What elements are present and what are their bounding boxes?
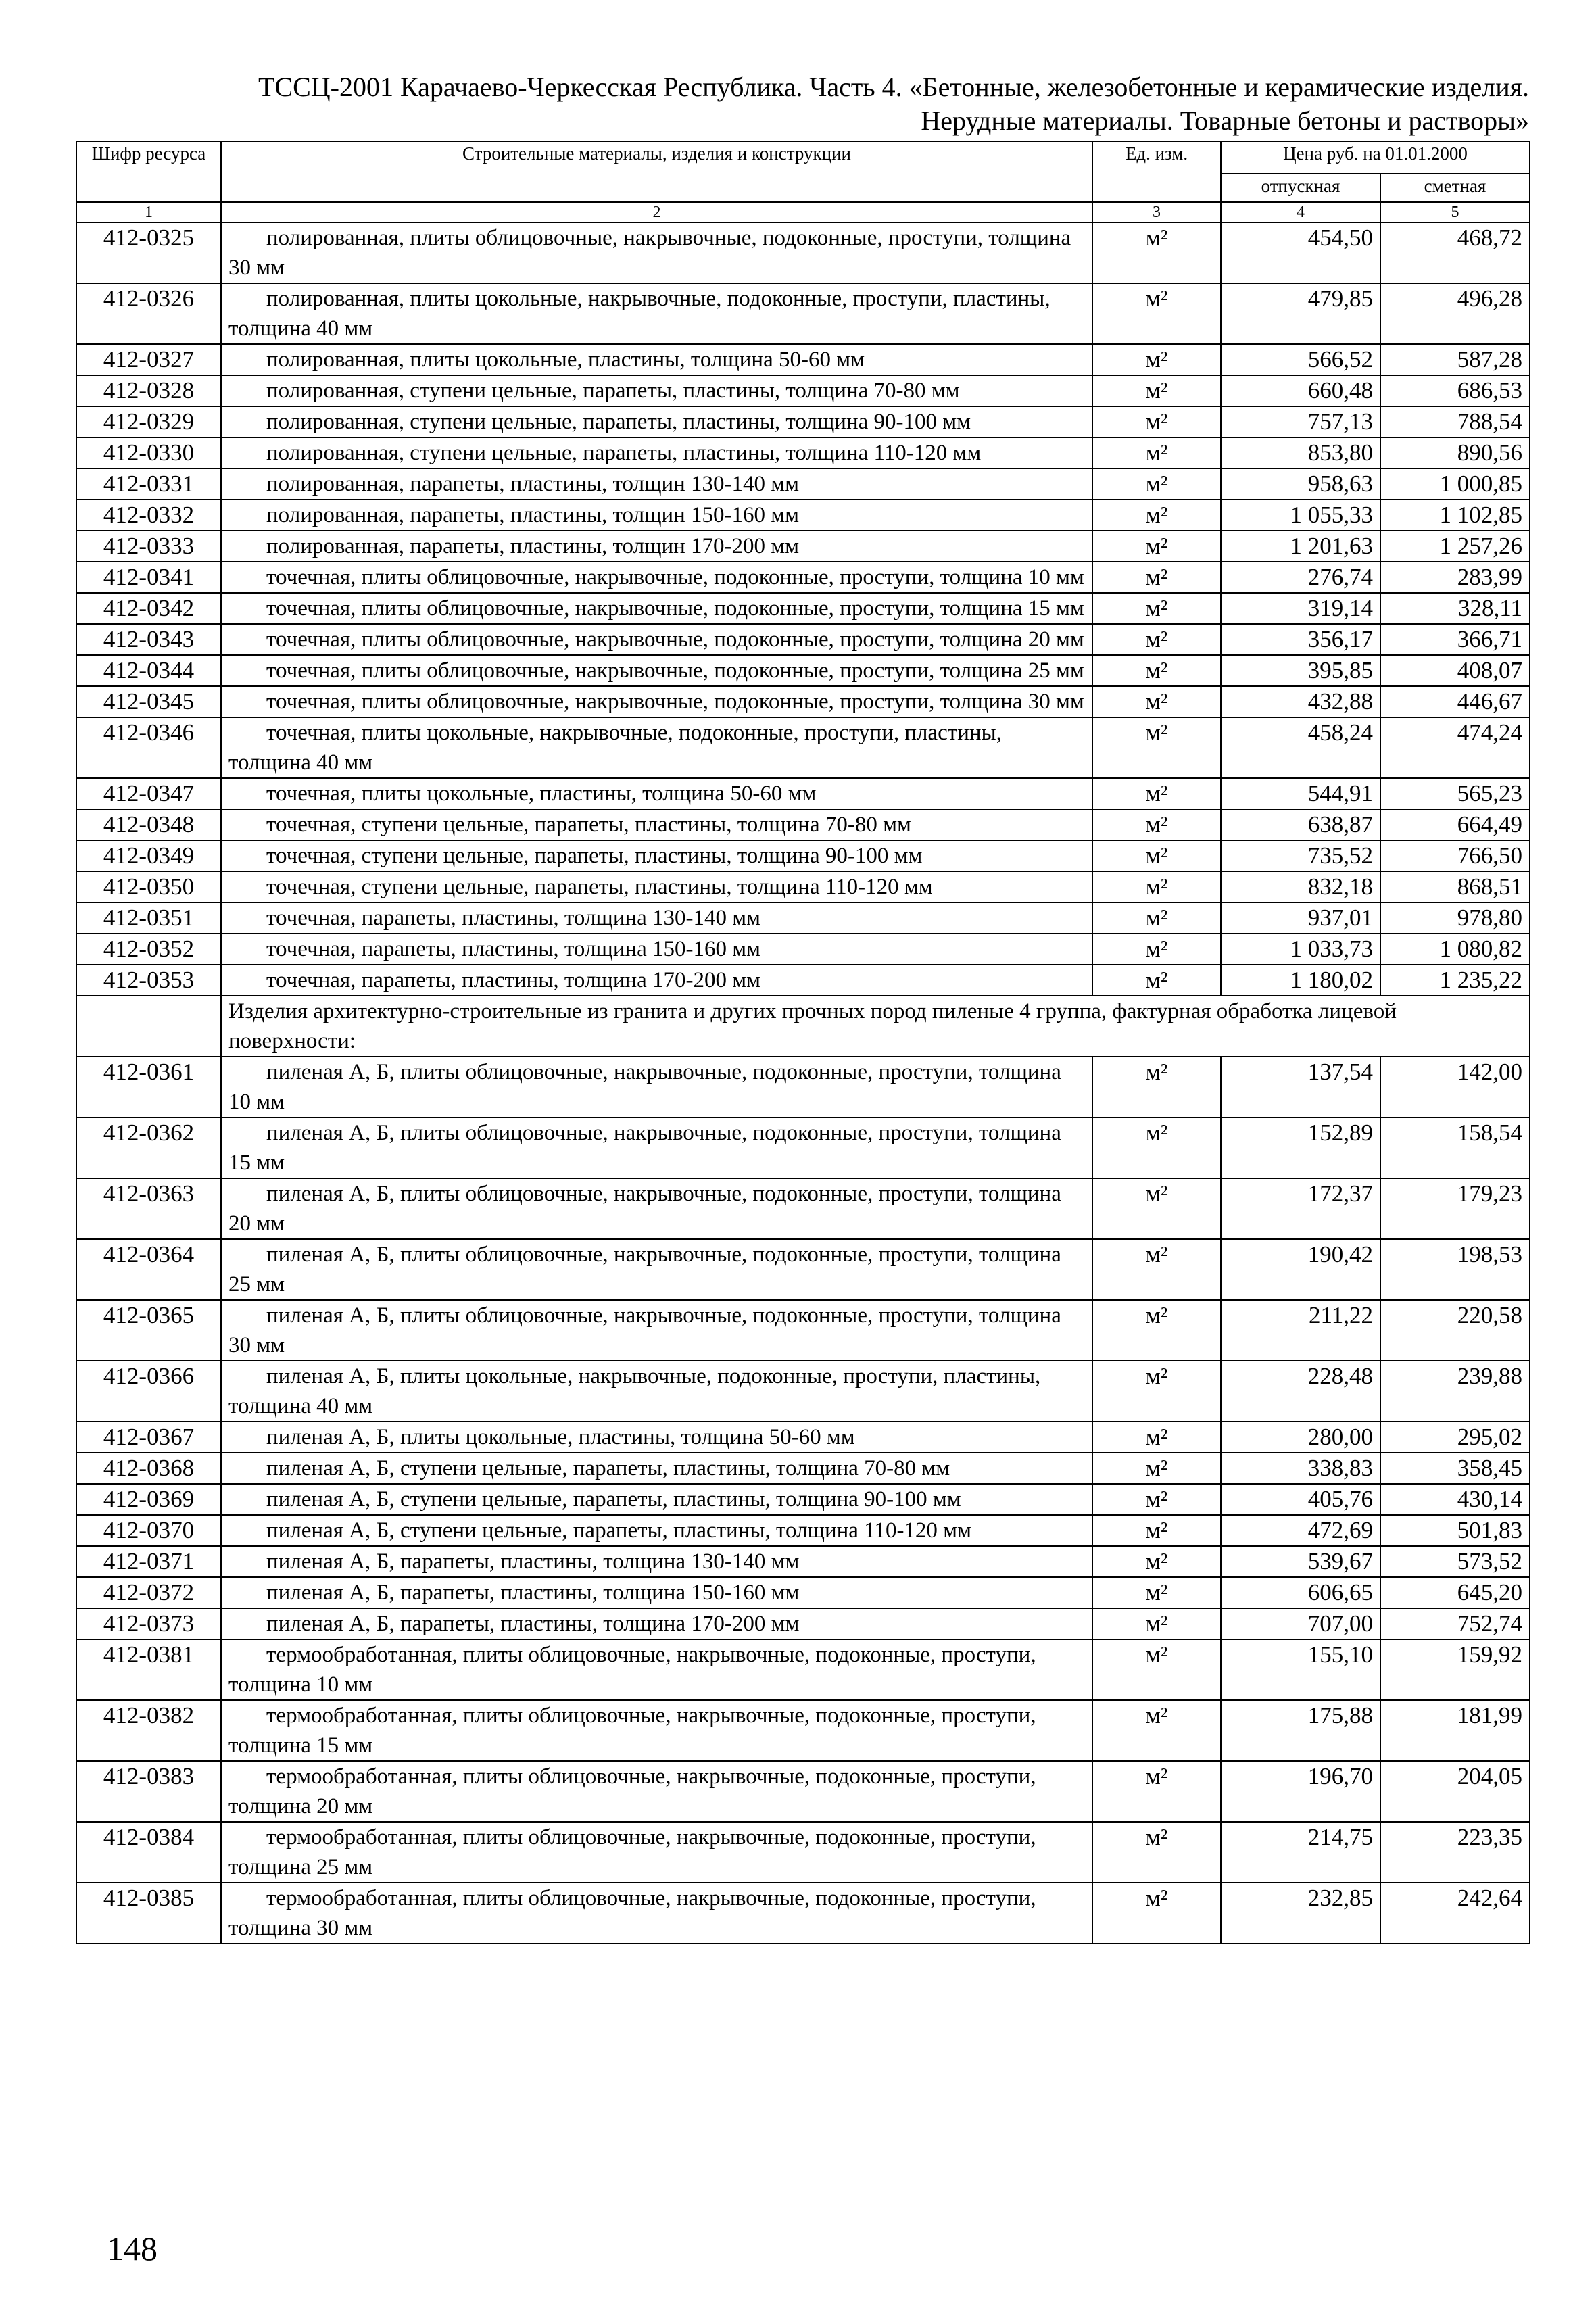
material-name: полированная, ступени цельные, парапеты, пластины, толщина 70-80 мм — [221, 375, 1092, 406]
material-name: термообработанная, плиты облицовочные, накрывочные, подоконные, проступи, толщина 15 мм — [221, 1700, 1092, 1761]
price-release: 196,70 — [1221, 1761, 1380, 1822]
price-estimate: 788,54 — [1380, 406, 1530, 437]
price-estimate: 978,80 — [1380, 902, 1530, 934]
price-release: 1 033,73 — [1221, 934, 1380, 965]
price-release: 832,18 — [1221, 871, 1380, 902]
price-table — [76, 141, 1530, 1944]
table-row — [76, 531, 1530, 562]
unit-cell: м² — [1092, 624, 1221, 655]
unit-cell: м² — [1092, 1608, 1221, 1639]
table-row — [76, 500, 1530, 531]
header-price-release: отпускная — [1221, 174, 1380, 202]
price-release: 1 180,02 — [1221, 965, 1380, 996]
unit-cell: м² — [1092, 1639, 1221, 1700]
resource-code: 412-0332 — [76, 500, 221, 531]
price-estimate: 1 102,85 — [1380, 500, 1530, 531]
material-name: точечная, плиты облицовочные, накрывочные, подоконные, проступи, толщина 10 мм — [221, 562, 1092, 593]
material-name: термообработанная, плиты облицовочные, накрывочные, подоконные, проступи, толщина 20 мм — [221, 1761, 1092, 1822]
resource-code: 412-0348 — [76, 809, 221, 840]
material-name: полированная, плиты облицовочные, накрывочные, подоконные, проступи, толщина 30 мм — [221, 222, 1092, 283]
table-row — [76, 375, 1530, 406]
unit-cell: м² — [1092, 1822, 1221, 1883]
price-estimate: 159,92 — [1380, 1639, 1530, 1700]
unit-cell: м² — [1092, 1577, 1221, 1608]
resource-code: 412-0326 — [76, 283, 221, 344]
material-name: пиленая А, Б, плиты облицовочные, накрывочные, подоконные, проступи, толщина 30 мм — [221, 1300, 1092, 1361]
unit-cell: м² — [1092, 655, 1221, 686]
resource-code: 412-0325 — [76, 222, 221, 283]
price-release: 276,74 — [1221, 562, 1380, 593]
table-row — [76, 1057, 1530, 1117]
table-row — [76, 624, 1530, 655]
material-name: точечная, ступени цельные, парапеты, пластины, толщина 90-100 мм — [221, 840, 1092, 871]
resource-code: 412-0382 — [76, 1700, 221, 1761]
price-estimate: 496,28 — [1380, 283, 1530, 344]
table-row — [76, 778, 1530, 809]
resource-code: 412-0369 — [76, 1484, 221, 1515]
price-release: 172,37 — [1221, 1178, 1380, 1239]
unit-cell: м² — [1092, 562, 1221, 593]
table-row — [76, 902, 1530, 934]
unit-cell: м² — [1092, 965, 1221, 996]
price-estimate: 645,20 — [1380, 1577, 1530, 1608]
header-price-estimate: сметная — [1380, 174, 1530, 202]
unit-cell: м² — [1092, 1883, 1221, 1944]
material-name: пиленая А, Б, плиты облицовочные, накрывочные, подоконные, проступи, толщина 10 мм — [221, 1057, 1092, 1117]
material-name: полированная, плиты цокольные, накрывочные, подоконные, проступи, пластины, толщина 40 мм — [221, 283, 1092, 344]
unit-cell: м² — [1092, 871, 1221, 902]
unit-cell: м² — [1092, 1484, 1221, 1515]
material-name: пиленая А, Б, плиты облицовочные, накрывочные, подоконные, проступи, толщина 25 мм — [221, 1239, 1092, 1300]
price-estimate: 1 235,22 — [1380, 965, 1530, 996]
price-estimate: 766,50 — [1380, 840, 1530, 871]
unit-cell: м² — [1092, 840, 1221, 871]
unit-cell: м² — [1092, 1515, 1221, 1546]
price-release: 395,85 — [1221, 655, 1380, 686]
document-title-line-2: Нерудные материалы. Товарные бетоны и растворы» — [921, 105, 1529, 136]
price-release: 958,63 — [1221, 468, 1380, 500]
resource-code: 412-0328 — [76, 375, 221, 406]
unit-cell: м² — [1092, 934, 1221, 965]
unit-cell: м² — [1092, 593, 1221, 624]
price-release: 707,00 — [1221, 1608, 1380, 1639]
column-number: 2 — [221, 202, 1092, 222]
unit-cell: м² — [1092, 778, 1221, 809]
material-name: пиленая А, Б, ступени цельные, парапеты, пластины, толщина 90-100 мм — [221, 1484, 1092, 1515]
price-estimate: 198,53 — [1380, 1239, 1530, 1300]
material-name: пиленая А, Б, ступени цельные, парапеты, пластины, толщина 110-120 мм — [221, 1515, 1092, 1546]
material-name: пиленая А, Б, ступени цельные, парапеты, пластины, толщина 70-80 мм — [221, 1453, 1092, 1484]
material-name: пиленая А, Б, парапеты, пластины, толщина 150-160 мм — [221, 1577, 1092, 1608]
table-row — [76, 809, 1530, 840]
resource-code: 412-0330 — [76, 437, 221, 468]
table-row — [76, 686, 1530, 717]
table-row — [76, 1361, 1530, 1422]
material-name: полированная, ступени цельные, парапеты, пластины, толщина 90-100 мм — [221, 406, 1092, 437]
unit-cell: м² — [1092, 1546, 1221, 1577]
price-estimate: 204,05 — [1380, 1761, 1530, 1822]
price-estimate: 181,99 — [1380, 1700, 1530, 1761]
header-price-group: Цена руб. на 01.01.2000 — [1221, 141, 1530, 174]
unit-cell: м² — [1092, 531, 1221, 562]
material-name: точечная, плиты облицовочные, накрывочные, подоконные, проступи, толщина 20 мм — [221, 624, 1092, 655]
price-release: 432,88 — [1221, 686, 1380, 717]
table-row — [76, 1761, 1530, 1822]
resource-code: 412-0343 — [76, 624, 221, 655]
resource-code: 412-0368 — [76, 1453, 221, 1484]
material-name: точечная, плиты облицовочные, накрывочные, подоконные, проступи, толщина 15 мм — [221, 593, 1092, 624]
price-release: 539,67 — [1221, 1546, 1380, 1577]
resource-code: 412-0331 — [76, 468, 221, 500]
material-name: термообработанная, плиты облицовочные, накрывочные, подоконные, проступи, толщина 10 мм — [221, 1639, 1092, 1700]
resource-code: 412-0385 — [76, 1883, 221, 1944]
resource-code: 412-0373 — [76, 1608, 221, 1639]
column-number: 4 — [1221, 202, 1380, 222]
price-release: 937,01 — [1221, 902, 1380, 934]
table-row — [76, 965, 1530, 996]
price-release: 137,54 — [1221, 1057, 1380, 1117]
price-release: 319,14 — [1221, 593, 1380, 624]
unit-cell: м² — [1092, 283, 1221, 344]
price-estimate: 283,99 — [1380, 562, 1530, 593]
price-release: 638,87 — [1221, 809, 1380, 840]
resource-code: 412-0341 — [76, 562, 221, 593]
price-release: 454,50 — [1221, 222, 1380, 283]
column-number: 1 — [76, 202, 221, 222]
resource-code: 412-0364 — [76, 1239, 221, 1300]
price-estimate: 686,53 — [1380, 375, 1530, 406]
price-release: 472,69 — [1221, 1515, 1380, 1546]
unit-cell: м² — [1092, 717, 1221, 778]
table-row — [76, 1453, 1530, 1484]
unit-cell: м² — [1092, 1300, 1221, 1361]
resource-code: 412-0347 — [76, 778, 221, 809]
resource-code: 412-0351 — [76, 902, 221, 934]
resource-code: 412-0367 — [76, 1422, 221, 1453]
column-numbers-row — [76, 202, 1530, 222]
price-release: 853,80 — [1221, 437, 1380, 468]
price-estimate: 179,23 — [1380, 1178, 1530, 1239]
unit-cell: м² — [1092, 500, 1221, 531]
table-row — [76, 1700, 1530, 1761]
price-release: 152,89 — [1221, 1117, 1380, 1178]
resource-code: 412-0366 — [76, 1361, 221, 1422]
price-release: 1 055,33 — [1221, 500, 1380, 531]
resource-code: 412-0327 — [76, 344, 221, 375]
price-estimate: 358,45 — [1380, 1453, 1530, 1484]
unit-cell: м² — [1092, 375, 1221, 406]
unit-cell: м² — [1092, 1361, 1221, 1422]
unit-cell: м² — [1092, 222, 1221, 283]
price-estimate: 664,49 — [1380, 809, 1530, 840]
price-estimate: 474,24 — [1380, 717, 1530, 778]
resource-code: 412-0349 — [76, 840, 221, 871]
price-estimate: 220,58 — [1380, 1300, 1530, 1361]
table-row — [76, 1608, 1530, 1639]
material-name: точечная, плиты облицовочные, накрывочные, подоконные, проступи, толщина 30 мм — [221, 686, 1092, 717]
table-row — [76, 1577, 1530, 1608]
unit-cell: м² — [1092, 1700, 1221, 1761]
table-row — [76, 468, 1530, 500]
price-estimate: 868,51 — [1380, 871, 1530, 902]
price-release: 211,22 — [1221, 1300, 1380, 1361]
material-name: точечная, плиты цокольные, накрывочные, подоконные, проступи, пластины, толщина 40 мм — [221, 717, 1092, 778]
unit-cell: м² — [1092, 809, 1221, 840]
table-row — [76, 1822, 1530, 1883]
table-row — [76, 222, 1530, 283]
price-release: 735,52 — [1221, 840, 1380, 871]
table-row — [76, 1639, 1530, 1700]
resource-code: 412-0342 — [76, 593, 221, 624]
unit-cell: м² — [1092, 1239, 1221, 1300]
table-row — [76, 437, 1530, 468]
table-row — [76, 871, 1530, 902]
price-estimate: 223,35 — [1380, 1822, 1530, 1883]
price-release: 606,65 — [1221, 1577, 1380, 1608]
price-estimate: 242,64 — [1380, 1883, 1530, 1944]
resource-code: 412-0352 — [76, 934, 221, 965]
price-release: 155,10 — [1221, 1639, 1380, 1700]
price-estimate: 239,88 — [1380, 1361, 1530, 1422]
material-name: точечная, плиты цокольные, пластины, толщина 50-60 мм — [221, 778, 1092, 809]
material-name: полированная, ступени цельные, парапеты, пластины, толщина 110-120 мм — [221, 437, 1092, 468]
resource-code: 412-0362 — [76, 1117, 221, 1178]
section-heading: Изделия архитектурно-строительные из гранита и других прочных пород пиленые 4 группа, фактурная обработка лицевой поверхности: — [221, 996, 1530, 1057]
header-unit: Ед. изм. — [1092, 141, 1221, 202]
price-estimate: 573,52 — [1380, 1546, 1530, 1577]
price-estimate: 366,71 — [1380, 624, 1530, 655]
table-row — [76, 1178, 1530, 1239]
price-estimate: 446,67 — [1380, 686, 1530, 717]
price-release: 458,24 — [1221, 717, 1380, 778]
price-release: 338,83 — [1221, 1453, 1380, 1484]
price-estimate: 468,72 — [1380, 222, 1530, 283]
price-release: 566,52 — [1221, 344, 1380, 375]
table-row — [76, 1300, 1530, 1361]
price-estimate: 565,23 — [1380, 778, 1530, 809]
table-row — [76, 562, 1530, 593]
material-name: термообработанная, плиты облицовочные, накрывочные, подоконные, проступи, толщина 25 мм — [221, 1822, 1092, 1883]
table-row — [76, 1883, 1530, 1944]
price-release: 190,42 — [1221, 1239, 1380, 1300]
price-release: 1 201,63 — [1221, 531, 1380, 562]
price-estimate: 430,14 — [1380, 1484, 1530, 1515]
table-row — [76, 840, 1530, 871]
material-name: пиленая А, Б, плиты цокольные, пластины, толщина 50-60 мм — [221, 1422, 1092, 1453]
price-estimate: 752,74 — [1380, 1608, 1530, 1639]
price-release: 175,88 — [1221, 1700, 1380, 1761]
resource-code: 412-0372 — [76, 1577, 221, 1608]
material-name: точечная, ступени цельные, парапеты, пластины, толщина 70-80 мм — [221, 809, 1092, 840]
material-name: пиленая А, Б, плиты облицовочные, накрывочные, подоконные, проступи, толщина 20 мм — [221, 1178, 1092, 1239]
header-code: Шифр ресурса — [76, 141, 221, 202]
table-row — [76, 934, 1530, 965]
material-name: полированная, парапеты, пластины, толщин 150-160 мм — [221, 500, 1092, 531]
column-number: 5 — [1380, 202, 1530, 222]
material-name: пиленая А, Б, парапеты, пластины, толщина 130-140 мм — [221, 1546, 1092, 1577]
price-estimate: 328,11 — [1380, 593, 1530, 624]
resource-code: 412-0383 — [76, 1761, 221, 1822]
table-row — [76, 283, 1530, 344]
section-row — [76, 996, 1530, 1057]
unit-cell: м² — [1092, 1422, 1221, 1453]
price-release: 214,75 — [1221, 1822, 1380, 1883]
price-release: 757,13 — [1221, 406, 1380, 437]
resource-code: 412-0345 — [76, 686, 221, 717]
resource-code: 412-0384 — [76, 1822, 221, 1883]
table-row — [76, 1422, 1530, 1453]
price-release: 356,17 — [1221, 624, 1380, 655]
table-row — [76, 406, 1530, 437]
unit-cell: м² — [1092, 344, 1221, 375]
unit-cell: м² — [1092, 1178, 1221, 1239]
material-name: полированная, плиты цокольные, пластины, толщина 50-60 мм — [221, 344, 1092, 375]
table-row — [76, 344, 1530, 375]
unit-cell: м² — [1092, 1057, 1221, 1117]
unit-cell: м² — [1092, 406, 1221, 437]
unit-cell: м² — [1092, 1117, 1221, 1178]
resource-code: 412-0350 — [76, 871, 221, 902]
table-row — [76, 1515, 1530, 1546]
resource-code: 412-0370 — [76, 1515, 221, 1546]
table-body — [76, 222, 1530, 1944]
table-row — [76, 655, 1530, 686]
unit-cell: м² — [1092, 468, 1221, 500]
price-estimate: 1 080,82 — [1380, 934, 1530, 965]
price-estimate: 158,54 — [1380, 1117, 1530, 1178]
unit-cell: м² — [1092, 1761, 1221, 1822]
table-row — [76, 1546, 1530, 1577]
price-release: 544,91 — [1221, 778, 1380, 809]
resource-code: 412-0361 — [76, 1057, 221, 1117]
price-estimate: 501,83 — [1380, 1515, 1530, 1546]
material-name: точечная, плиты облицовочные, накрывочные, подоконные, проступи, толщина 25 мм — [221, 655, 1092, 686]
table-row — [76, 1484, 1530, 1515]
price-estimate: 890,56 — [1380, 437, 1530, 468]
price-release: 479,85 — [1221, 283, 1380, 344]
material-name: точечная, парапеты, пластины, толщина 170-200 мм — [221, 965, 1092, 996]
material-name: пиленая А, Б, парапеты, пластины, толщина 170-200 мм — [221, 1608, 1092, 1639]
material-name: полированная, парапеты, пластины, толщин 130-140 мм — [221, 468, 1092, 500]
material-name: термообработанная, плиты облицовочные, накрывочные, подоконные, проступи, толщина 30 мм — [221, 1883, 1092, 1944]
resource-code: 412-0365 — [76, 1300, 221, 1361]
price-release: 405,76 — [1221, 1484, 1380, 1515]
table-row — [76, 1117, 1530, 1178]
header-name: Строительные материалы, изделия и конструкции — [221, 141, 1092, 202]
material-name: точечная, парапеты, пластины, толщина 150-160 мм — [221, 934, 1092, 965]
material-name: точечная, парапеты, пластины, толщина 130-140 мм — [221, 902, 1092, 934]
table-row — [76, 593, 1530, 624]
resource-code: 412-0346 — [76, 717, 221, 778]
price-release: 232,85 — [1221, 1883, 1380, 1944]
material-name: пиленая А, Б, плиты облицовочные, накрывочные, подоконные, проступи, толщина 15 мм — [221, 1117, 1092, 1178]
price-release: 660,48 — [1221, 375, 1380, 406]
table-row — [76, 1239, 1530, 1300]
unit-cell: м² — [1092, 902, 1221, 934]
resource-code: 412-0371 — [76, 1546, 221, 1577]
price-estimate: 295,02 — [1380, 1422, 1530, 1453]
column-number: 3 — [1092, 202, 1221, 222]
section-empty-cell — [76, 996, 221, 1057]
resource-code: 412-0344 — [76, 655, 221, 686]
resource-code: 412-0329 — [76, 406, 221, 437]
price-release: 228,48 — [1221, 1361, 1380, 1422]
material-name: полированная, парапеты, пластины, толщин 170-200 мм — [221, 531, 1092, 562]
page-number: 148 — [107, 2229, 158, 2267]
unit-cell: м² — [1092, 1453, 1221, 1484]
resource-code: 412-0333 — [76, 531, 221, 562]
unit-cell: м² — [1092, 437, 1221, 468]
unit-cell: м² — [1092, 686, 1221, 717]
price-estimate: 587,28 — [1380, 344, 1530, 375]
resource-code: 412-0353 — [76, 965, 221, 996]
price-estimate: 142,00 — [1380, 1057, 1530, 1117]
material-name: точечная, ступени цельные, парапеты, пластины, толщина 110-120 мм — [221, 871, 1092, 902]
document-title-line-1: ТССЦ-2001 Карачаево-Черкесская Республика. Часть 4. «Бетонные, железобетонные и керамические изделия. — [258, 72, 1529, 102]
material-name: пиленая А, Б, плиты цокольные, накрывочные, подоконные, проступи, пластины, толщина 40 мм — [221, 1361, 1092, 1422]
price-estimate: 408,07 — [1380, 655, 1530, 686]
price-estimate: 1 257,26 — [1380, 531, 1530, 562]
price-release: 280,00 — [1221, 1422, 1380, 1453]
resource-code: 412-0381 — [76, 1639, 221, 1700]
table-row — [76, 717, 1530, 778]
price-estimate: 1 000,85 — [1380, 468, 1530, 500]
resource-code: 412-0363 — [76, 1178, 221, 1239]
